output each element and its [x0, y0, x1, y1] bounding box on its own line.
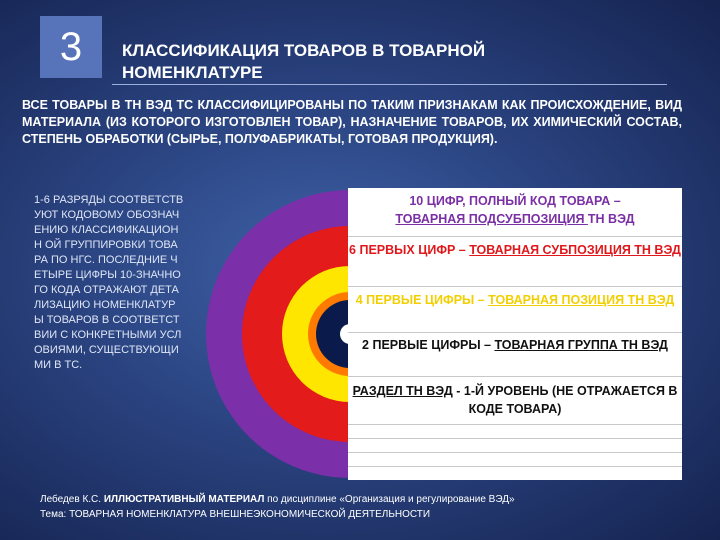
row-divider: [348, 236, 682, 237]
title-line-1: КЛАССИФИКАЦИЯ ТОВАРОВ В ТОВАРНОЙ: [122, 41, 486, 60]
level-2-lead: 6 ПЕРВЫХ ЦИФР –: [349, 243, 470, 257]
title-line-2: НОМЕНКЛАТУРЕ: [122, 63, 263, 82]
level-3-term: ТОВАРНАЯ ПОЗИЦИЯ ТН ВЭД: [488, 293, 675, 307]
level-1-tail: ТН ВЭД: [587, 212, 635, 226]
level-2-term: ТОВАРНАЯ СУБПОЗИЦИЯ ТН ВЭД: [469, 243, 681, 257]
level-4-lead: 2 ПЕРВЫЕ ЦИФРЫ –: [362, 338, 495, 352]
row-divider: [348, 466, 682, 467]
row-divider: [348, 376, 682, 377]
footer-line-2: Тема: ТОВАРНАЯ НОМЕНКЛАТУРА ВНЕШНЕЭКОНОМИЧЕСКОЙ ДЕЯТЕЛЬНОСТИ: [40, 509, 431, 520]
footer-discipline: по дисциплине «Организация и регулирование ВЭД»: [267, 494, 515, 505]
intro-text: ВСЕ ТОВАРЫ В ТН ВЭД ТС КЛАССИФИЦИРОВАНЫ ПО ТАКИМ ПРИЗНАКАМ КАК ПРОИСХОЖДЕНИЕ, ВИД МАТЕРИАЛА (ИЗ КОТОРОГО ИЗГОТОВЛЕН ТОВАР), НАЗНАЧЕНИЕ ТОВАРОВ, ИХ ХИМИЧЕСКИЙ СОСТАВ, СТЕПЕНЬ ОБРАБОТКИ (СЫРЬЕ, ПОЛУФАБРИКАТЫ, ГОТОВАЯ ПРОДУКЦИЯ).: [22, 98, 682, 146]
footer: [40, 492, 700, 522]
row-divider: [348, 286, 682, 287]
row-divider: [348, 332, 682, 333]
row-divider: [348, 424, 682, 425]
slide-number: 3: [40, 16, 102, 78]
level-row-1: [348, 192, 682, 228]
level-5-tail: - 1-Й УРОВЕНЬ (НЕ ОТРАЖАЕТСЯ В КОДЕ ТОВАРА): [452, 384, 678, 416]
level-4-term: ТОВАРНАЯ ГРУППА ТН ВЭД: [494, 338, 668, 352]
level-row-4: [348, 336, 682, 354]
footer-line-1: [40, 492, 700, 507]
row-divider: [348, 452, 682, 453]
level-row-2: [348, 241, 682, 259]
levels-table: [348, 188, 682, 480]
level-1-term: ТОВАРНАЯ ПОДСУБПОЗИЦИЯ: [395, 212, 588, 226]
level-row-5: [348, 382, 682, 418]
level-5-term: РАЗДЕЛ ТН ВЭД: [352, 384, 453, 398]
footer-author: Лебедев К.С.: [40, 494, 102, 505]
left-note: 1-6 РАЗРЯДЫ СООТВЕТСТВУЮТ КОДОВОМУ ОБОЗНАЧЕНИЮ КЛАССИФИКАЦИОНН ОЙ ГРУППИРОВКИ ТОВАРА ПО НГС. ПОСЛЕДНИЕ ЧЕТЫРЕ ЦИФРЫ 10-ЗНАЧНОГО КОДА ОТРАЖАЮТ ДЕТАЛИЗАЦИЮ НОМЕНКЛАТУРЫ ТОВАРОВ В СООТВЕТСТВИИ С КОНКРЕТНЫМИ УСЛОВИЯМИ, СУЩЕСТВУЮЩИМИ В ТС.: [34, 194, 184, 371]
footer-material: ИЛЛЮСТРАТИВНЫЙ МАТЕРИАЛ: [103, 494, 265, 505]
row-divider: [348, 438, 682, 439]
level-1-lead: 10 ЦИФР, ПОЛНЫЙ КОД ТОВАРА –: [409, 194, 621, 208]
level-3-lead: 4 ПЕРВЫЕ ЦИФРЫ –: [355, 293, 489, 307]
level-row-3: [348, 291, 682, 309]
